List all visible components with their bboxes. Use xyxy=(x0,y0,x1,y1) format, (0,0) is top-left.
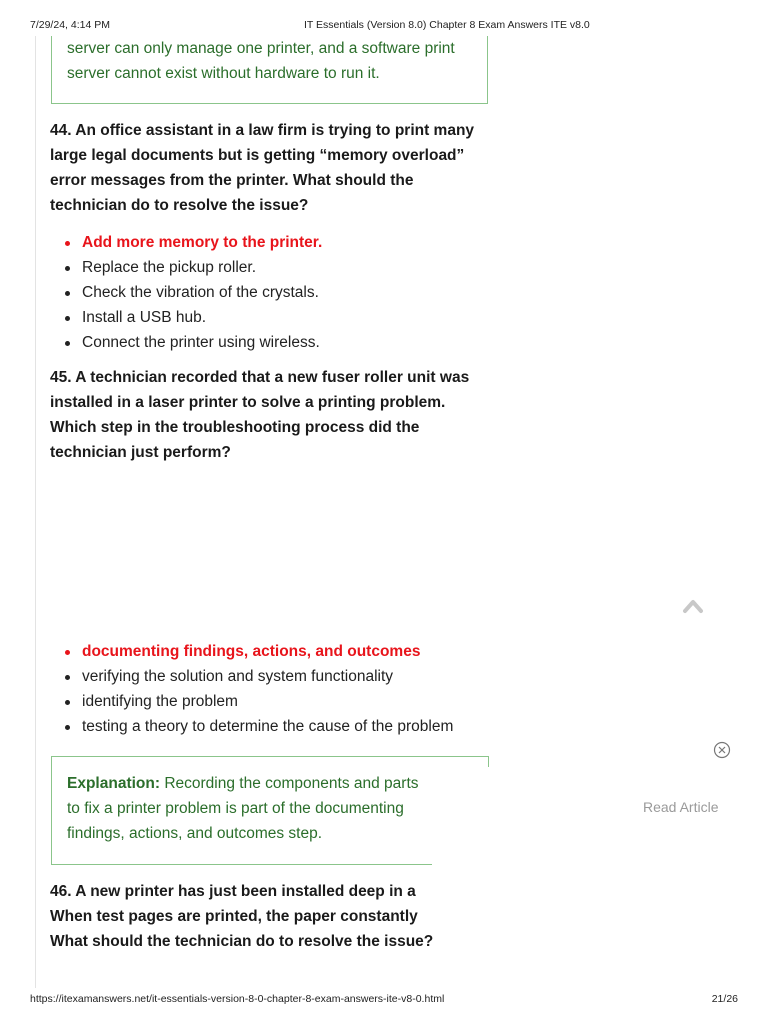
question-line: 44. An office assistant in a law firm is trying to print many xyxy=(50,122,475,139)
question-line: large legal documents but is getting “memory overload” xyxy=(50,147,465,164)
print-header xyxy=(30,19,738,33)
answer-option: Connect the printer using wireless. xyxy=(62,330,322,355)
question-line: technician do to resolve the issue? xyxy=(50,197,309,214)
explanation-line xyxy=(67,771,437,796)
scroll-to-top-button[interactable] xyxy=(682,597,704,615)
box-border-stub xyxy=(488,757,489,767)
question-line: When test pages are printed, the paper constantly xyxy=(50,908,418,925)
question-line: 45. A technician recorded that a new fuser roller unit was xyxy=(50,369,470,386)
answer-correct: Add more memory to the printer. xyxy=(62,230,322,255)
explanation-line-rest: Recording the components and parts xyxy=(160,775,419,792)
question-45 xyxy=(50,365,495,465)
print-datetime: 7/29/24, 4:14 PM xyxy=(30,19,110,31)
question-44 xyxy=(50,118,495,218)
explanation-line: findings, actions, and outcomes step. xyxy=(67,825,323,842)
print-page-title: IT Essentials (Version 8.0) Chapter 8 Exam Answers ITE v8.0 xyxy=(304,19,590,31)
question-line: error messages from the printer. What should the xyxy=(50,172,414,189)
print-url: https://itexamanswers.net/it-essentials-version-8-0-chapter-8-exam-answers-ite-v8-0.html xyxy=(30,993,445,1005)
answer-option: verifying the solution and system functionality xyxy=(62,664,453,689)
explanation-line: server can only manage one printer, and a software print xyxy=(67,40,455,57)
circle-x-icon xyxy=(713,741,731,759)
print-footer xyxy=(30,993,738,1007)
explanation-previous-text xyxy=(67,36,477,86)
answer-option: Install a USB hub. xyxy=(62,305,322,330)
explanation-45-text xyxy=(67,771,437,846)
question-line: 46. A new printer has just been installed deep in a xyxy=(50,883,416,900)
question-line: Which step in the troubleshooting process did the xyxy=(50,419,420,436)
box-border-gap xyxy=(432,863,492,865)
content-left-rule xyxy=(35,36,36,988)
question-46 xyxy=(50,879,450,955)
answer-option: Replace the pickup roller. xyxy=(62,255,322,280)
read-article-link[interactable]: Read Article xyxy=(643,799,719,815)
question-line: What should the technician do to resolve the issue? xyxy=(50,933,434,950)
question-line: technician just perform? xyxy=(50,444,231,461)
answer-option: Check the vibration of the crystals. xyxy=(62,280,322,305)
explanation-line: to fix a printer problem is part of the documenting xyxy=(67,800,404,817)
explanation-line: server cannot exist without hardware to run it. xyxy=(67,65,380,82)
close-ad-button[interactable] xyxy=(713,741,731,759)
answer-correct: documenting findings, actions, and outcomes xyxy=(62,639,453,664)
answer-list-45 xyxy=(62,639,453,739)
answer-option: testing a theory to determine the cause of the problem xyxy=(62,714,453,739)
chevron-up-icon xyxy=(682,597,704,615)
answer-list-44 xyxy=(62,230,322,355)
explanation-label: Explanation: xyxy=(67,775,161,792)
answer-option: identifying the problem xyxy=(62,689,453,714)
question-line: installed in a laser printer to solve a printing problem. xyxy=(50,394,446,411)
page-number: 21/26 xyxy=(711,993,738,1005)
